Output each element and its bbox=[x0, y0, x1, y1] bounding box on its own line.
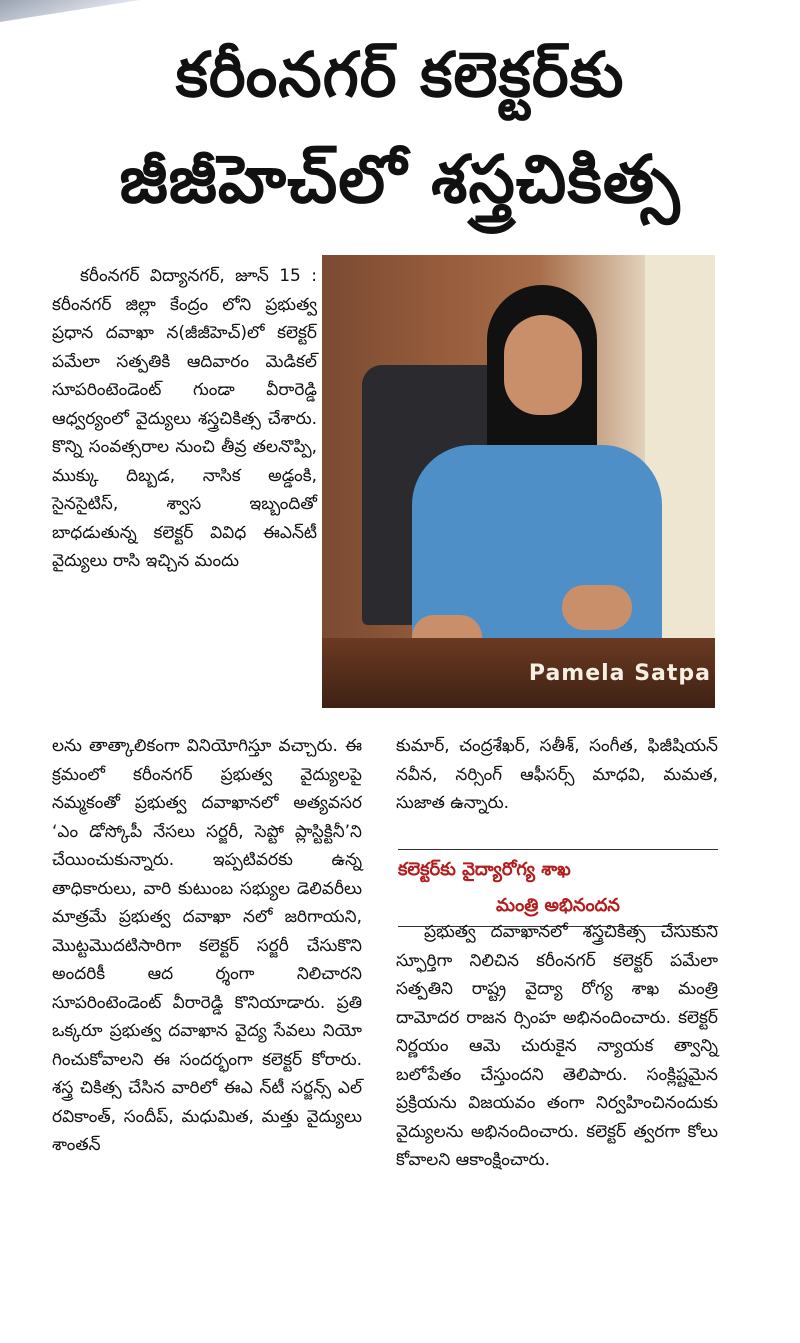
collector-photo bbox=[322, 255, 715, 708]
subheading-line-1: కలెక్టర్‌కు వైద్యారోగ్య శాఖ bbox=[398, 859, 571, 880]
corner-decoration bbox=[0, 0, 140, 22]
photo-hand-right bbox=[562, 585, 632, 630]
article-column-2-top bbox=[396, 732, 718, 818]
photo-person bbox=[392, 285, 662, 685]
headline-line-2: జీజీహెచ్‌లో శస్త్రచికిత్స bbox=[119, 141, 681, 218]
article-paragraph: ప్రభుత్వ దవాఖానలో శస్త్రచికిత్స చేసుకుని స్ఫూర్తిగా నిలిచిన కరీంనగర్ కలెక్టర్ పమేలా సత్పతిని రాష్ట్ర వైద్యా రోగ్య శాఖ మంత్రి దామోదర రాజన ర్సింహ అభినందించారు. కలెక్టర్ నిర్ణయం ఆమె చురుకైన న్యాయక త్వాన్ని బలోపేతం చేస్తుందని తెలిపారు. సంక్లిష్టమైన ప్రక్రియను విజయవం తంగా నిర్వహించినందుకు వైద్యులను అభినందించారు. కలెక్టర్ త్వరగా కోలు కోవాలని ఆకాంక్షించారు. bbox=[396, 922, 718, 1170]
subheading-line-2: మంత్రి అభినందన bbox=[496, 895, 620, 916]
photo-watermark: Pamela Satpa bbox=[528, 661, 711, 686]
article-column-1-bottom bbox=[52, 732, 362, 1160]
article-column-1-top bbox=[52, 262, 317, 576]
article-paragraph: కరీంనగర్ విద్యానగర్, జూన్ 15 : కరీంనగర్ జిల్లా కేంద్రం లోని ప్రభుత్వ ప్రధాన దవాఖా న(జీజీహెచ్)లో కలెక్టర్ పమేలా సత్పతికి ఆదివారం మెడికల్ సూపరింటెండెంట్ గుండా వీరారెడ్డి ఆధ్వర్యంలో వైద్యులు శస్త్రచికిత్స చేశారు. కొన్ని సంవత్సరాల నుంచి తీవ్ర తలనొప్పి, ముక్కు దిబ్బడ, నాసిక అడ్డంకి, సైనసైటిస్, శ్వాస ఇబ్బందితో బాధడుతున్న కలెక్టర్ వివిధ ఈఎన్‌టీ వైద్యులు రాసి ఇచ్చిన మందు bbox=[52, 266, 317, 571]
photo-face bbox=[504, 315, 582, 415]
article-column-2-bottom bbox=[396, 918, 718, 1175]
headline-line-1: కరీంనగర్ కలెక్టర్‌కు bbox=[175, 38, 625, 111]
subheading-rule bbox=[398, 849, 718, 850]
article-paragraph: కుమార్, చంద్రశేఖర్, సతీశ్, సంగీత, ఫిజీషియన్ నవీన, నర్సింగ్ ఆఫీసర్స్ మాధవి, మమత, సుజాత ఉన్నారు. bbox=[396, 736, 718, 813]
article-paragraph: లను తాత్కాలికంగా వినియోగిస్తూ వచ్చారు. ఈ క్రమంలో కరీంనగర్ ప్రభుత్వ వైద్యులపై నమ్మకంతో ప్రభుత్వ దవాఖానలో అత్యవసర ‘ఎం డోస్కోపీ నేసలు సర్జరీ, సెప్టో ప్లాస్టిక్టినీ’ని చేయించుకున్నారు. ఇప్పటివరకు ఉన్న తాధికారులు, వారి కుటుంబ సభ్యుల డెలివరీలు మాత్రమే ప్రభుత్వ దవాఖా నలో జరిగాయని, మొట్టమొదటిసారిగా కలెక్టర్ సర్జరీ చేసుకొని అందరికీ ఆద ర్శంగా నిలిచారని సూపరింటెండెంట్ వీరారెడ్డి కొనియాడారు. ప్రతి ఒక్కరూ ప్రభుత్వ దవాఖాన వైద్య సేవలు నియో గించుకోవాలని ఈ సందర్భంగా కలెక్టర్ కోరారు. శస్త్ర చికిత్స చేసిన వారిలో ఈఎ న్‌టీ సర్జన్స్ ఎల్ రవికాంత్, సందీప్, మధుమిత, మత్తు వైద్యులు శాంతన్ bbox=[52, 736, 362, 1155]
subheading bbox=[398, 847, 718, 929]
